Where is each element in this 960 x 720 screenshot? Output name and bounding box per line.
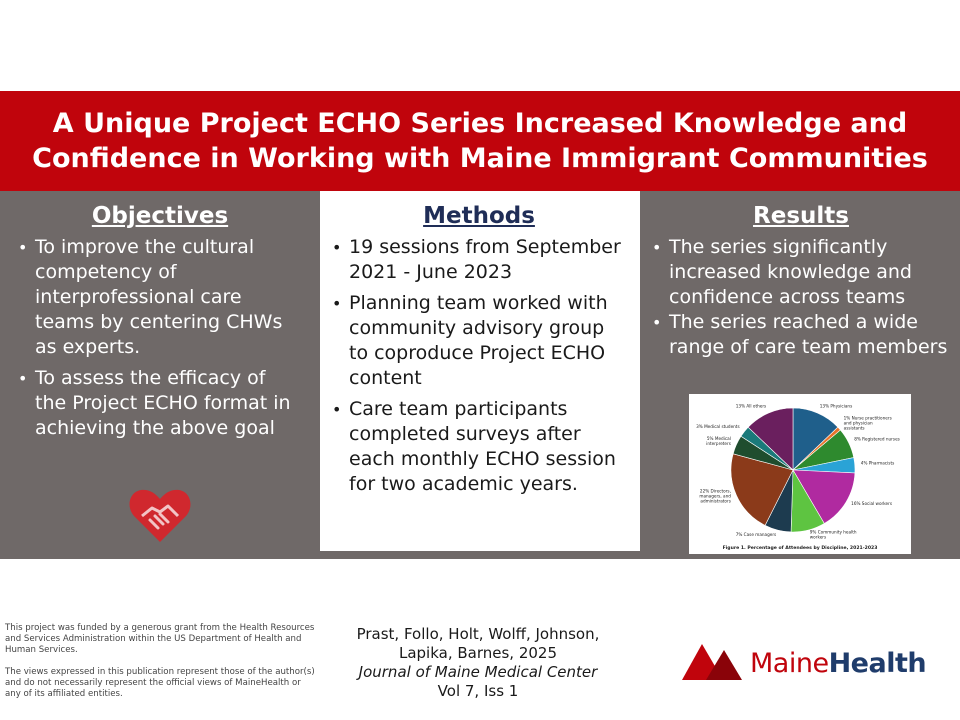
logo-text-maine: Maine xyxy=(750,648,829,679)
logo-text-health: Health xyxy=(828,648,927,679)
pie-slice-label: 22% Directors, managers, and administrators xyxy=(699,488,731,504)
list-item: • 19 sessions from September 2021 - June 2023 xyxy=(332,235,626,285)
pie-slice-label: 7% Case managers xyxy=(735,531,777,537)
list-item: • To assess the efficacy of the Project ECHO format in achieving the above goal xyxy=(18,366,302,441)
list-item: • Care team participants completed surveys after each monthly ECHO session for two academic years. xyxy=(332,397,626,497)
citation-authors-year: Lapika, Barnes, 2025 xyxy=(398,644,558,662)
pie-slice-label: 1% Nurse practitioners and physician assistants xyxy=(843,415,892,431)
pie-slice-label: 4% Pharmacists xyxy=(860,460,895,466)
methods-section xyxy=(320,191,640,551)
pie-slice-label: 9% Community health workers xyxy=(809,529,857,540)
pie-slice-label: 5% Medical interpreters xyxy=(706,435,731,446)
citation-authors: Prast, Follo, Holt, Wolff, Johnson, xyxy=(356,625,600,643)
pie-chart xyxy=(689,394,911,554)
funding-statement xyxy=(5,623,315,711)
page-title: A Unique Project ECHO Series Increased Knowledge and Confidence in Working with Maine Immigrant Communities xyxy=(32,108,928,174)
pie-slice-label: 13% All others xyxy=(735,403,767,409)
results-section xyxy=(640,191,960,360)
objectives-list xyxy=(18,235,302,441)
heart-handshake-icon xyxy=(128,486,192,544)
list-item: • To improve the cultural competency of interprofessional care teams by centering CHWs as experts. xyxy=(18,235,302,360)
pie-slice-label: 13% Physicians xyxy=(819,403,853,409)
results-heading: Results xyxy=(753,203,849,229)
citation-volume: Vol 7, Iss 1 xyxy=(437,682,519,700)
methods-heading: Methods xyxy=(423,203,535,229)
pie-slice-label: 16% Social workers xyxy=(851,501,893,507)
title-banner xyxy=(0,91,960,191)
pie-chart-figure xyxy=(689,394,911,554)
citation xyxy=(328,625,628,701)
mainehealth-logo xyxy=(750,648,926,680)
grant-text: This project was funded by a generous grant from the Health Resources and Services Administration within the US Department of Health and Human Services. xyxy=(5,623,315,655)
objectives-heading: Objectives xyxy=(91,203,229,229)
objectives-section xyxy=(0,191,320,447)
chart-title: Figure 1. Percentage of Attendees by Discipline, 2021-2023 xyxy=(722,546,878,551)
results-list xyxy=(652,235,950,360)
methods-list xyxy=(332,235,626,497)
pie-slice-label: 8% Registered nurses xyxy=(854,436,900,442)
list-item: • The series significantly increased knowledge and confidence across teams xyxy=(652,235,950,310)
citation-journal: Journal of Maine Medical Center xyxy=(358,663,598,681)
disclaimer-text: The views expressed in this publication represent those of the author(s) and do not necessarily represent the official views of MaineHealth or any of its affiliated entities. xyxy=(5,667,315,699)
pie-slice-label: 3% Medical students xyxy=(696,423,740,429)
list-item: • Planning team worked with community advisory group to coproduce Project ECHO content xyxy=(332,291,626,391)
list-item: • The series reached a wide range of care team members xyxy=(652,310,950,360)
